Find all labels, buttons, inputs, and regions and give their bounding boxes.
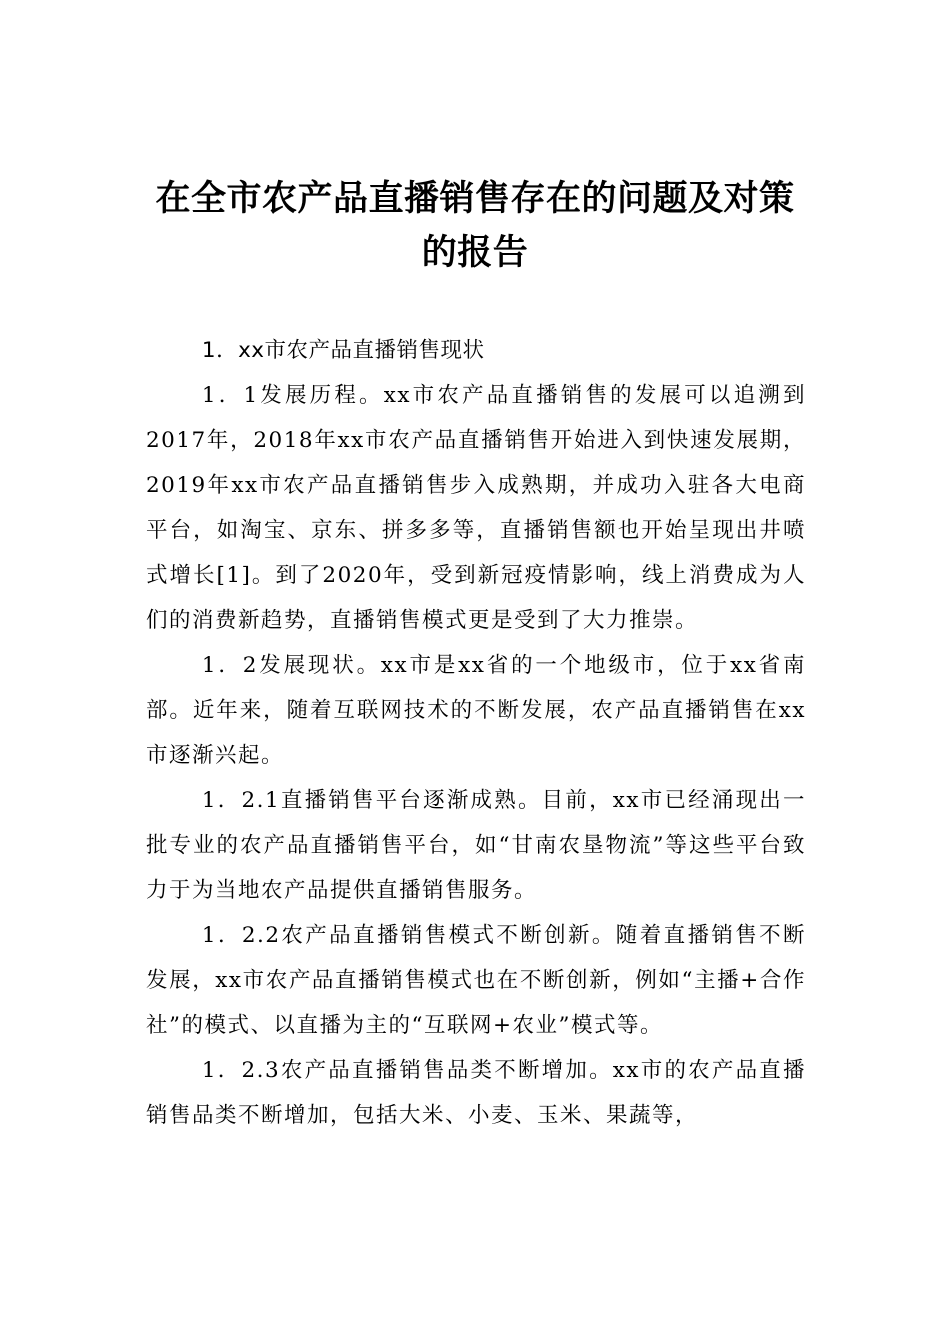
document-body [146, 328, 806, 1138]
paragraph-platforms-maturing: 1．2.1直播销售平台逐渐成熟。目前，xx市已经涌现出一批专业的农产品直播销售平台，如“甘南农垦物流”等这些平台致力于为当地农产品提供直播销售服务。 [146, 788, 806, 903]
section-heading: 1．xx市农产品直播销售现状 [201, 338, 485, 363]
document-title: 在全市农产品直播销售存在的问题及对策的报告 [155, 178, 795, 273]
paragraph-categories-increasing: 1．2.3农产品直播销售品类不断增加。xx市的农产品直播销售品类不断增加，包括大米、小麦、玉米、果蔬等， [146, 1058, 806, 1128]
paragraph-development-status: 1．2发展现状。xx市是xx省的一个地级市，位于xx省南部。近年来，随着互联网技术的不断发展，农产品直播销售在xx市逐渐兴起。 [146, 653, 806, 768]
paragraph-development-history: 1．1发展历程。xx市农产品直播销售的发展可以追溯到2017年，2018年xx市农产品直播销售开始进入到快速发展期，2019年xx市农产品直播销售步入成熟期，并成功入驻各大电商平台，如淘宝、京东、拼多多等，直播销售额也开始呈现出井喷式增长[1]。到了2020年，受到新冠疫情影响，线上消费成为人们的消费新趋势，直播销售模式更是受到了大力推崇。 [146, 383, 806, 633]
paragraph-model-innovation: 1．2.2农产品直播销售模式不断创新。随着直播销售不断发展，xx市农产品直播销售模式也在不断创新，例如“主播+合作社”的模式、以直播为主的“互联网+农业”模式等。 [146, 923, 806, 1038]
